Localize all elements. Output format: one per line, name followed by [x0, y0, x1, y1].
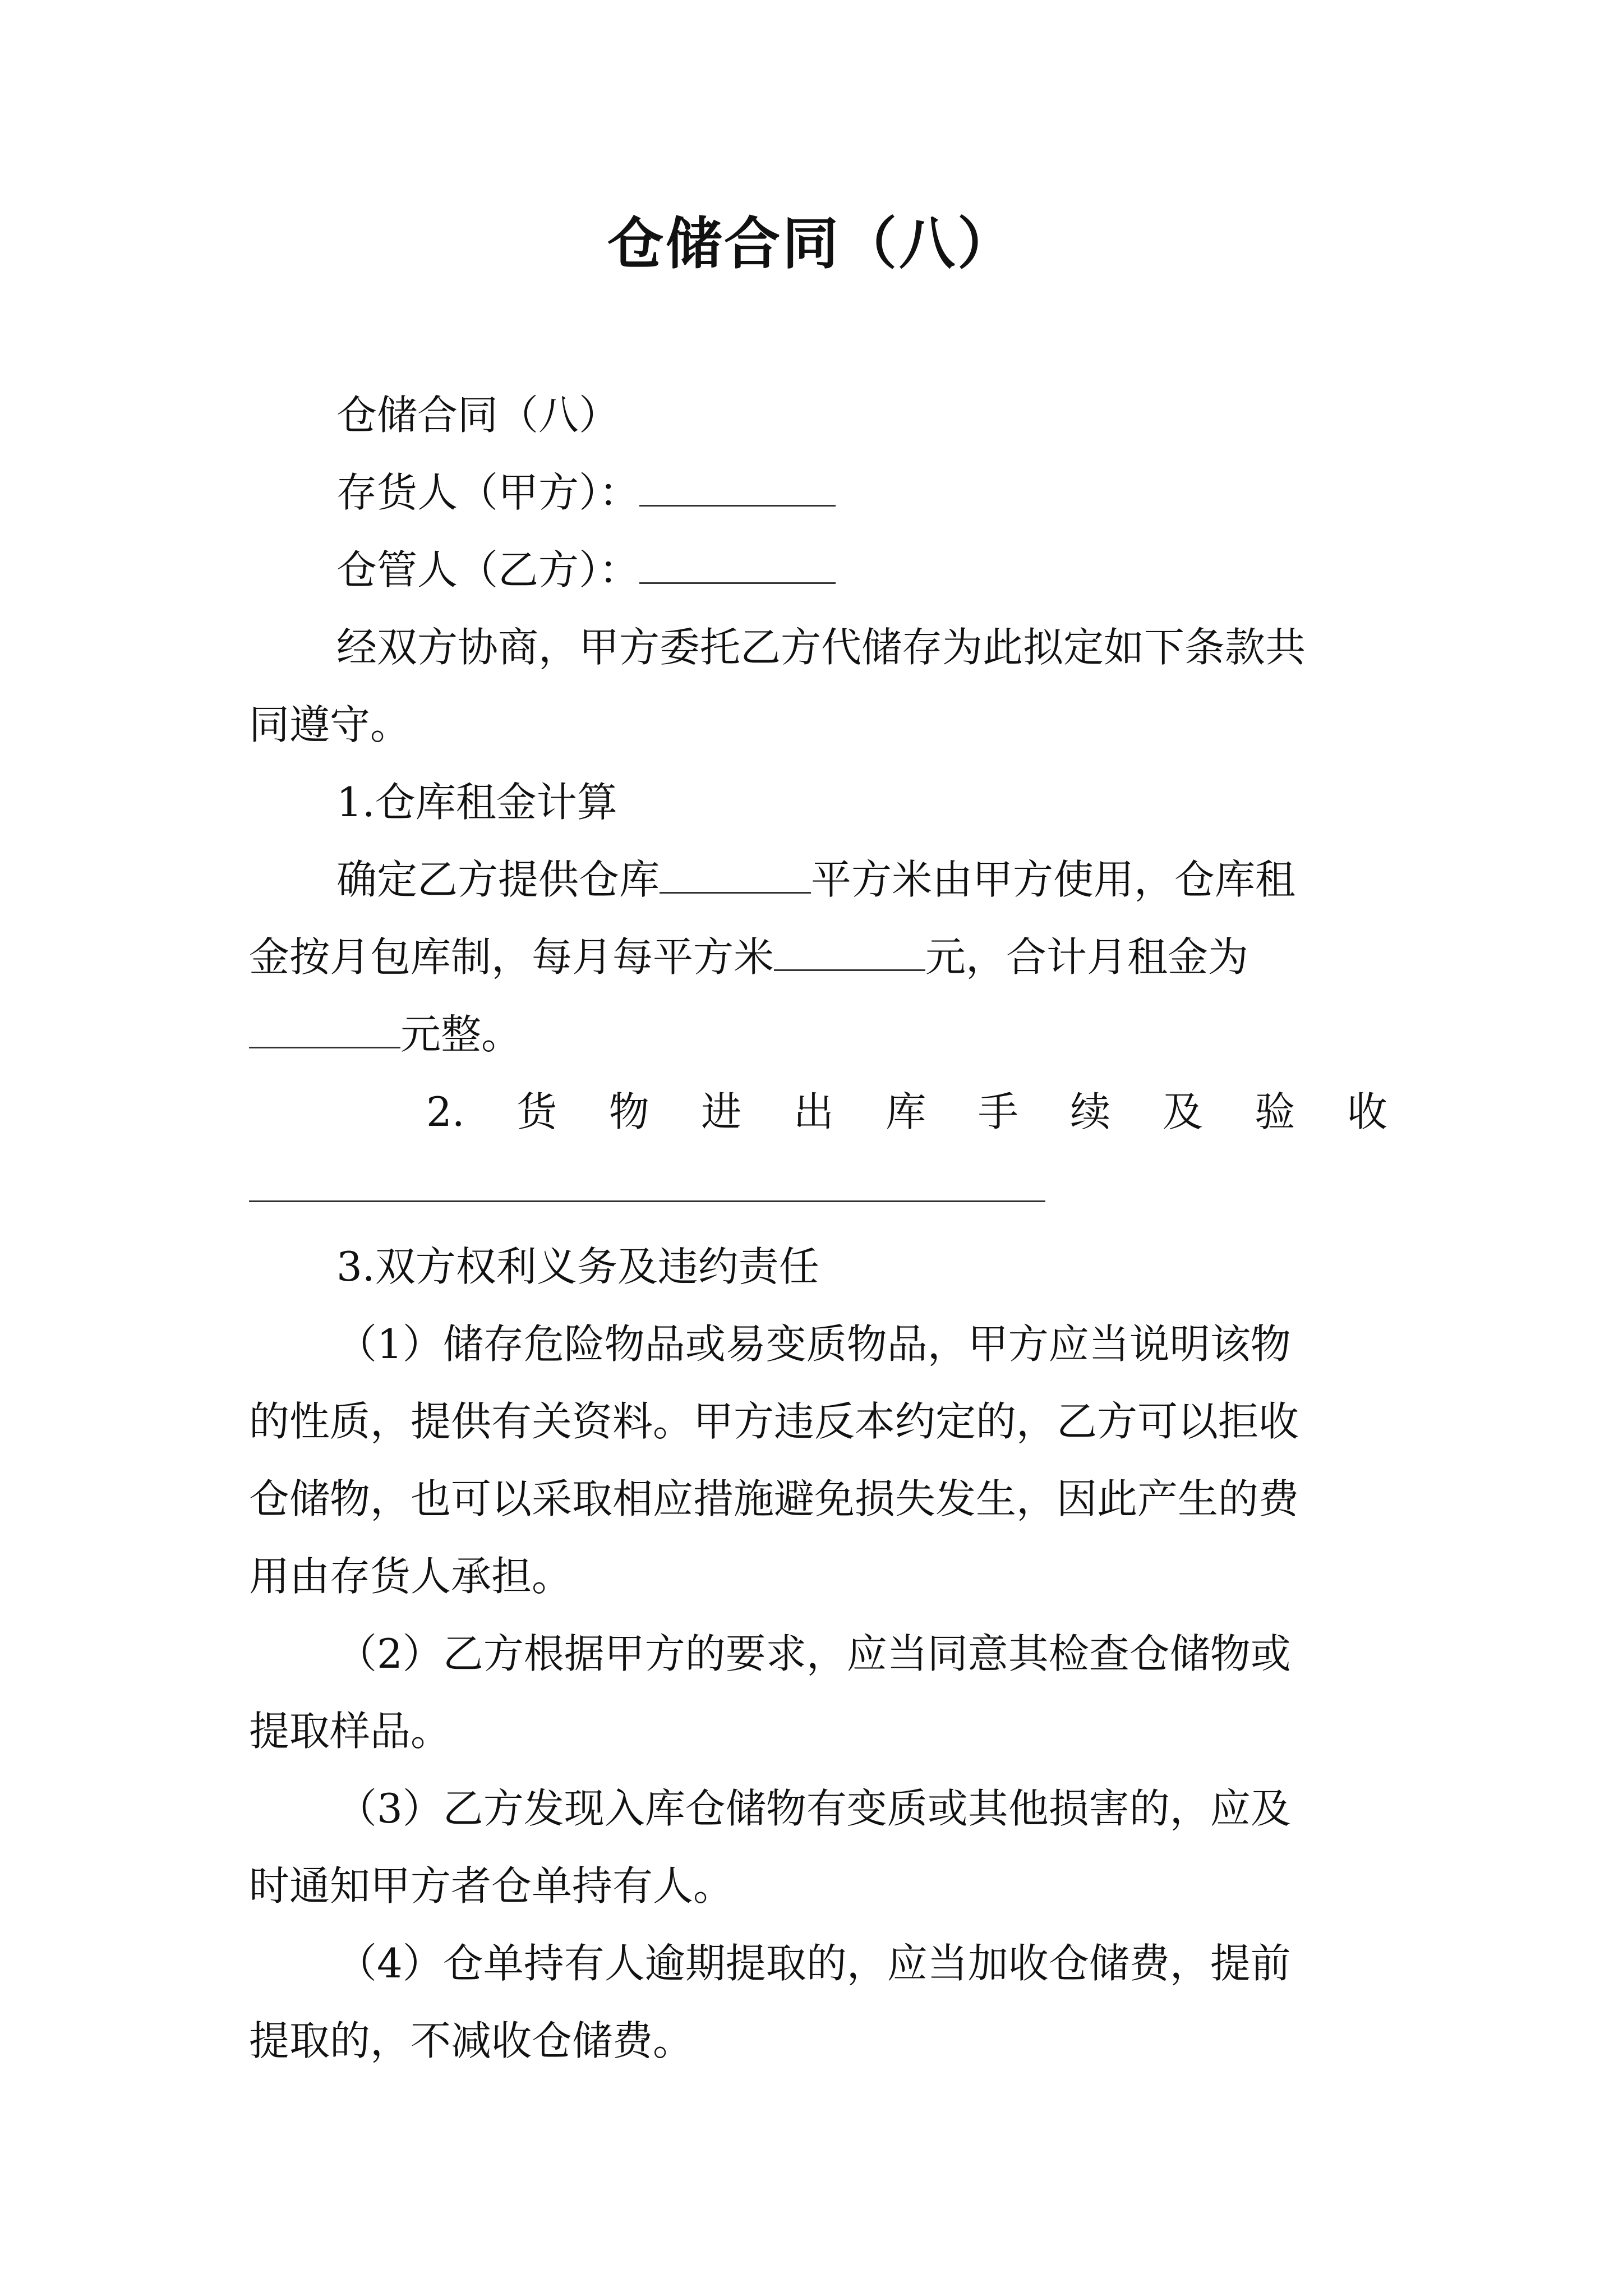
section-1-heading: 1.仓库租金计算 — [336, 779, 617, 826]
section-2-char: 手 — [978, 1088, 1018, 1135]
section-2-char: 及 — [1162, 1088, 1203, 1135]
area-blank — [660, 857, 811, 894]
clause-3-line-2: 时通知甲方者仓单持有人。 — [249, 1862, 734, 1910]
intro-line-2: 同遵守。 — [249, 701, 411, 748]
section-1-text: 确定乙方提供仓库 — [336, 856, 660, 903]
depositor-label: 存货人（甲方）： — [336, 469, 640, 516]
contract-subtitle: 仓储合同（八） — [336, 392, 620, 439]
section-2-char: 物 — [608, 1088, 649, 1135]
clause-2-line-1: （2）乙方根据甲方的要求，应当同意其检查仓储物或 — [336, 1630, 1291, 1677]
unit-price-blank — [774, 935, 925, 971]
section-1-text: 元整。 — [400, 1011, 522, 1058]
section-2-blank-line — [249, 1200, 1045, 1202]
clause-3-line-1: （3）乙方发现入库仓储物有变质或其他损害的，应及 — [336, 1785, 1291, 1832]
depositor-line — [336, 464, 836, 521]
section-2-heading — [426, 1084, 1387, 1140]
section-2-char: 进 — [701, 1088, 742, 1135]
clause-2-line-2: 提取样品。 — [249, 1708, 451, 1755]
clause-1-line-1: （1）储存危险物品或易变质物品，甲方应当说明该物 — [336, 1320, 1291, 1368]
section-2-char: 出 — [793, 1088, 834, 1135]
document-title: 仓储合同（八） — [607, 211, 1016, 277]
keeper-label: 仓管人（乙方）： — [336, 546, 640, 593]
section-3-heading: 3.双方权利义务及违约责任 — [336, 1243, 819, 1290]
section-1-text: 金按月包库制，每月每平方米 — [249, 933, 774, 981]
section-2-char: 续 — [1070, 1088, 1111, 1135]
section-1-line-2 — [249, 929, 1248, 985]
intro-line-1: 经双方协商，甲方委托乙方代储存为此拟定如下条款共 — [336, 624, 1306, 671]
keeper-line — [336, 542, 836, 598]
section-2-char: 2. — [426, 1088, 465, 1135]
clause-1-line-4: 用由存货人承担。 — [249, 1553, 573, 1600]
total-rent-blank — [249, 1012, 400, 1048]
clause-1-line-3: 仓储物，也可以采取相应措施避免损失发生，因此产生的费 — [249, 1475, 1299, 1522]
keeper-blank — [639, 547, 836, 584]
clause-4-line-2: 提取的，不减收仓储费。 — [249, 2017, 694, 2064]
clause-1-line-2: 的性质，提供有关资料。甲方违反本约定的，乙方可以拒收 — [249, 1398, 1299, 1445]
depositor-blank — [639, 470, 836, 507]
clause-4-line-1: （4）仓单持有人逾期提取的，应当加收仓储费，提前 — [336, 1940, 1291, 1987]
section-1-line-1 — [336, 852, 1295, 908]
section-2-char: 库 — [886, 1088, 926, 1135]
section-2-char: 收 — [1347, 1088, 1387, 1135]
section-1-text: 平方米由甲方使用，仓库租 — [811, 856, 1296, 903]
section-2-char: 货 — [517, 1088, 557, 1135]
section-1-text: 元，合计月租金为 — [925, 933, 1249, 981]
section-1-line-3 — [249, 1006, 522, 1062]
section-2-char: 验 — [1255, 1088, 1295, 1135]
